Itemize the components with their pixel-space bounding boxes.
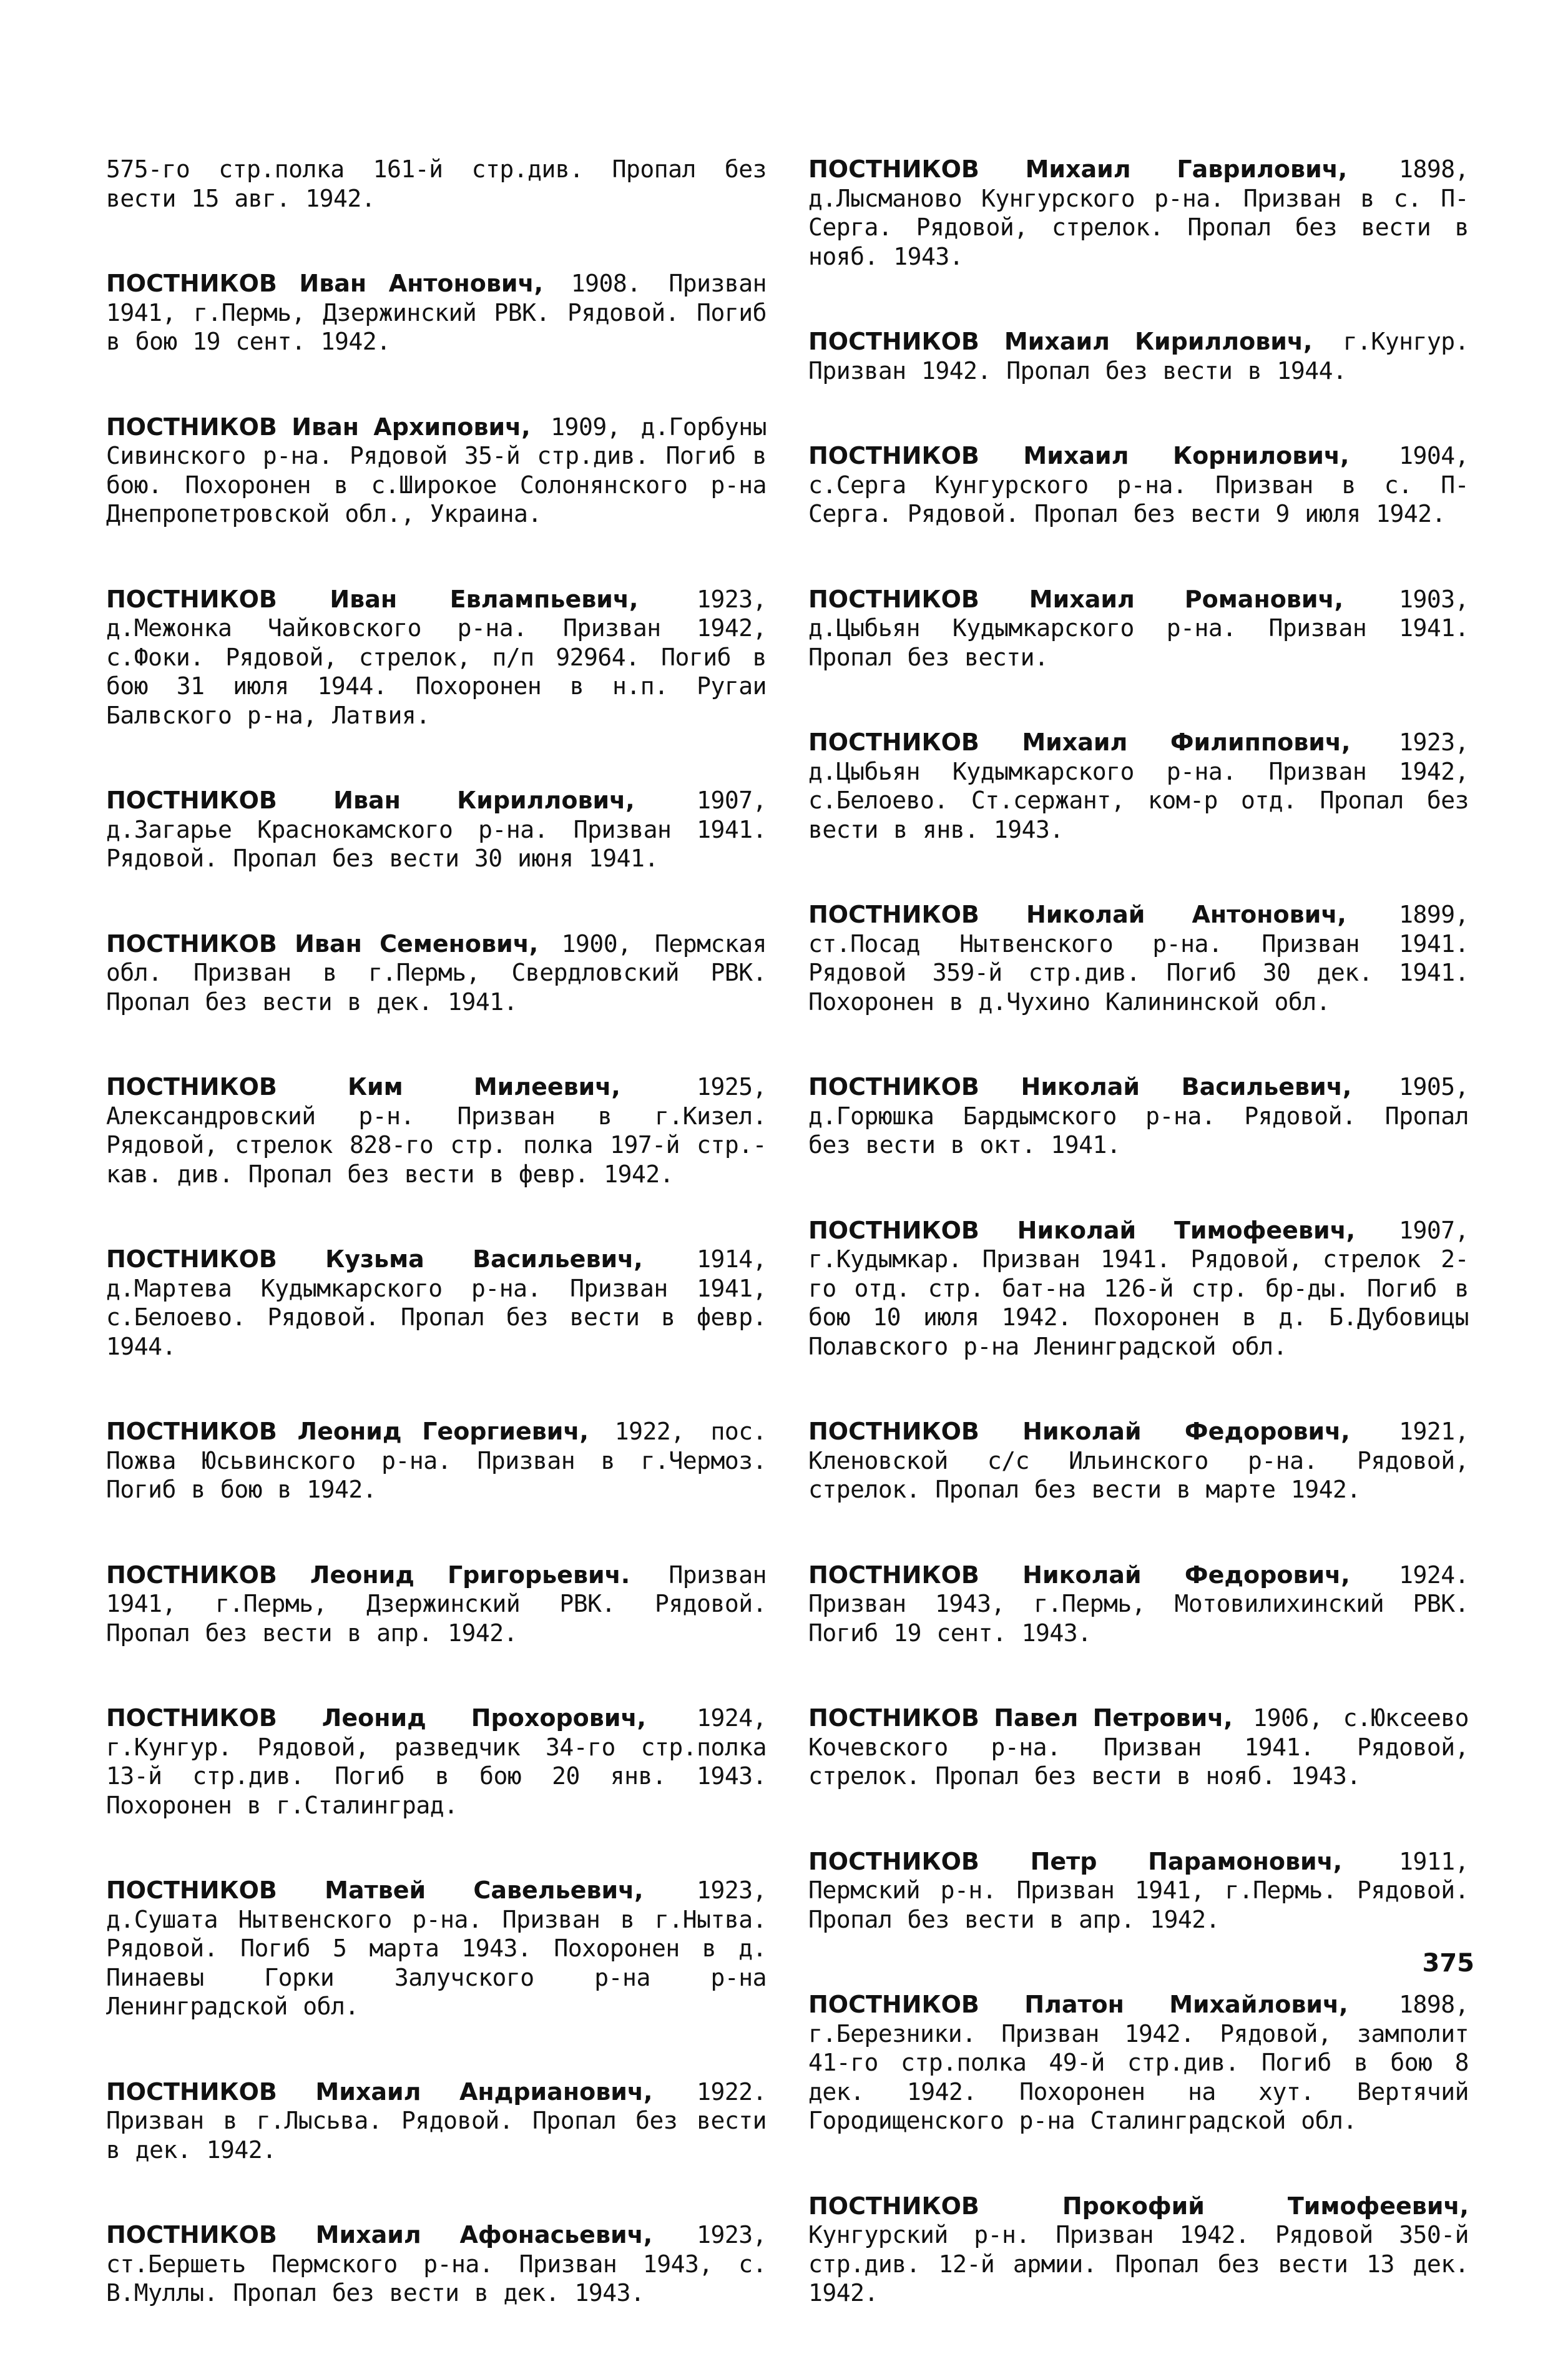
entry-text: 1908. Призван 1941, г.Пермь, Дзержинский РВК. Рядовой. Погиб в бою 19 сент. 1942.: [106, 270, 767, 355]
entry-text: 1898, г.Березники. Призван 1942. Рядовой, замполит 41-го стр.полка 49-й стр.див. Погиб в бою 8 дек. 1942. Похоронен на хут. Вертячий Городищенского р-на Сталинградской обл.: [808, 1991, 1469, 2134]
entry-name: ПОСТНИКОВ Михаил Андрианович,: [106, 2077, 653, 2106]
entry-text: 1922, пос. Пожва Юсьвинского р-на. Призван в г.Чермоз. Погиб в бою в 1942.: [106, 1418, 767, 1503]
entry-text: 1925, Александровский р-н. Призван в г.Кизел. Рядовой, стрелок 828-го стр. полка 197-й стр.-кав. див. Пропал без вести в февр. 1942.: [106, 1073, 767, 1188]
entry: [106, 585, 767, 730]
entry-text: 1907, д.Загарье Краснокамского р-на. Призван 1941. Рядовой. Пропал без вести 30 июня 1941.: [106, 787, 767, 872]
entry-name: ПОСТНИКОВ Прокофий Тимофеевич,: [808, 2192, 1469, 2220]
entry: [808, 1072, 1469, 1160]
entry-name: ПОСТНИКОВ Леонид Григорьевич.: [106, 1561, 630, 1589]
entry-text: 1921, Кленовской с/с Ильинского р-на. Рядовой, стрелок. Пропал без вести в марте 1942.: [808, 1418, 1469, 1503]
entry-text: 1924. Призван 1943, г.Пермь, Мотовилихинский РВК. Погиб 19 сент. 1943.: [808, 1561, 1469, 1647]
entry-text: 1909, д.Горбуны Сивинского р-на. Рядовой 35-й стр.див. Погиб в бою. Похоронен в с.Широкое Солонянского р-на Днепропетровской обл., Украина.: [106, 413, 767, 527]
entry: [106, 2077, 767, 2165]
entry: [808, 1561, 1469, 1648]
entry-text: 1905, д.Горюшка Бардымского р-на. Рядовой. Пропал без вести в окт. 1941.: [808, 1073, 1469, 1159]
entry-name: ПОСТНИКОВ Николай Васильевич,: [808, 1073, 1352, 1101]
entry-text: 1904, с.Серга Кунгурского р-на. Призван в с. П-Серга. Рядовой. Пропал без вести 9 июля 1942.: [808, 442, 1469, 527]
entry-text: Призван 1941, г.Пермь, Дзержинский РВК. Рядовой. Пропал без вести в апр. 1942.: [106, 1561, 767, 1647]
entry-name: ПОСТНИКОВ Ким Милеевич,: [106, 1073, 620, 1101]
entry-name: ПОСТНИКОВ Михаил Гаврилович,: [808, 155, 1348, 183]
entry-name: ПОСТНИКОВ Иван Архипович,: [106, 413, 531, 441]
entry: [106, 1072, 767, 1189]
entry: [808, 1847, 1469, 1935]
entry: [106, 2220, 767, 2308]
entry: [106, 155, 767, 213]
page-number: 375: [1422, 1949, 1474, 1978]
entry-name: ПОСТНИКОВ Леонид Прохорович,: [106, 1704, 646, 1732]
entry: [106, 269, 767, 356]
entry-name: ПОСТНИКОВ Николай Антонович,: [808, 901, 1346, 928]
entry: [808, 1417, 1469, 1504]
entry: [808, 2192, 1469, 2308]
entry: [808, 1216, 1469, 1361]
entry-name: ПОСТНИКОВ Петр Парамонович,: [808, 1847, 1343, 1875]
entry-text: 1900, Пермская обл. Призван в г.Пермь, Свердловский РВК. Пропал без вести в дек. 1941.: [106, 929, 767, 1016]
entry: [106, 1876, 767, 2021]
entry-name: ПОСТНИКОВ Николай Федорович,: [808, 1418, 1350, 1445]
entry-name: ПОСТНИКОВ Михаил Романович,: [808, 585, 1344, 613]
entry-text: 1923, ст.Бершеть Пермского р-на. Призван 1943, с. В.Муллы. Пропал без вести в дек. 1943.: [106, 2221, 767, 2307]
entry: [106, 786, 767, 873]
entry-text: 1898, д.Лысманово Кунгурского р-на. Призван в с. П-Серга. Рядовой, стрелок. Пропал без вести в нояб. 1943.: [808, 155, 1469, 270]
entry-name: ПОСТНИКОВ Кузьма Васильевич,: [106, 1245, 643, 1273]
entry: [106, 413, 767, 529]
entry-name: ПОСТНИКОВ Матвей Савельевич,: [106, 1876, 644, 1904]
entry-text: 1923, д.Цыбьян Кудымкарского р-на. Призван 1942, с.Белоево. Ст.сержант, ком-р отд. Пропал без вести в янв. 1943.: [808, 728, 1469, 843]
entry-text: 1906, с.Юксеево Кочевского р-на. Призван 1941. Рядовой, стрелок. Пропал без вести в нояб. 1943.: [808, 1704, 1469, 1790]
entry: [808, 728, 1469, 844]
entry-name: ПОСТНИКОВ Михаил Корнилович,: [808, 442, 1350, 469]
entry-text: Кунгурский р-н. Призван 1942. Рядовой 350-й стр.див. 12-й армии. Пропал без вести 13 дек. 1942.: [808, 2221, 1469, 2307]
right-column: [808, 155, 1469, 2364]
entry-name: ПОСТНИКОВ Николай Тимофеевич,: [808, 1216, 1356, 1244]
entry: [808, 327, 1469, 385]
entry-text: 1911, Пермский р-н. Призван 1941, г.Пермь. Рядовой. Пропал без вести в апр. 1942.: [808, 1847, 1469, 1933]
entry-text: 575-го стр.полка 161-й стр.див. Пропал без вести 15 авг. 1942.: [106, 155, 767, 212]
entry: [808, 441, 1469, 529]
entry-text: 1924, г.Кунгур. Рядовой, разведчик 34-го стр.полка 13-й стр.див. Погиб в бою 20 янв. 1943. Похоронен в г.Сталинград.: [106, 1704, 767, 1819]
entry-name: ПОСТНИКОВ Иван Семенович,: [106, 929, 539, 958]
entry: [808, 1990, 1469, 2136]
entry: [808, 900, 1469, 1016]
entry-text: 1923, д.Межонка Чайковского р-на. Призван 1942, с.Фоки. Рядовой, стрелок, п/п 92964. Погиб в бою 31 июля 1944. Похоронен в н.п. Ругаи Балвского р-на, Латвия.: [106, 585, 767, 729]
left-column: [106, 155, 767, 2364]
entry-text: 1899, ст.Посад Нытвенского р-на. Призван 1941. Рядовой 359-й стр.див. Погиб 30 дек. 1941. Похоронен в д.Чухино Калининской обл.: [808, 901, 1469, 1016]
entry-name: ПОСТНИКОВ Михаил Афонасьевич,: [106, 2221, 653, 2249]
entry-name: ПОСТНИКОВ Платон Михайлович,: [808, 1991, 1348, 2018]
entry-name: ПОСТНИКОВ Иван Кириллович,: [106, 787, 635, 814]
entry-text: 1923, д.Сушата Нытвенского р-на. Призван в г.Нытва. Рядовой. Погиб 5 марта 1943. Похоронен в д. Пинаевы Горки Залучского р-на р-на Ленинградской обл.: [106, 1876, 767, 2020]
entry-text: 1914, д.Мартева Кудымкарского р-на. Призван 1941, с.Белоево. Рядовой. Пропал без вести в февр. 1944.: [106, 1245, 767, 1360]
entry-name: ПОСТНИКОВ Михаил Филиппович,: [808, 728, 1351, 756]
entry-text: 1903, д.Цыбьян Кудымкарского р-на. Призван 1941. Пропал без вести.: [808, 585, 1469, 671]
entry-name: ПОСТНИКОВ Павел Петрович,: [808, 1704, 1233, 1732]
entry: [106, 1561, 767, 1648]
entry-name: ПОСТНИКОВ Леонид Георгиевич,: [106, 1418, 589, 1445]
entry-name: ПОСТНИКОВ Иван Антонович,: [106, 270, 544, 297]
entry: [808, 585, 1469, 672]
entry-text: 1907, г.Кудымкар. Призван 1941. Рядовой, стрелок 2-го отд. стр. бат-на 126-й стр. бр-ды. Погиб в бою 10 июля 1942. Похоронен в д. Б.Дубовицы Полавского р-на Ленинградской обл.: [808, 1216, 1469, 1360]
entry-name: ПОСТНИКОВ Михаил Кириллович,: [808, 328, 1313, 355]
entry: [106, 929, 767, 1017]
entry: [808, 1704, 1469, 1791]
entry: [106, 1704, 767, 1820]
entry: [808, 155, 1469, 271]
entry-text: г.Кунгур. Призван 1942. Пропал без вести в 1944.: [808, 328, 1469, 385]
entry-text: 1922. Призван в г.Лысьва. Рядовой. Пропал без вести в дек. 1942.: [106, 2077, 767, 2164]
entry-name: ПОСТНИКОВ Николай Федорович,: [808, 1561, 1350, 1589]
entry-name: ПОСТНИКОВ Иван Евлампьевич,: [106, 585, 639, 613]
entry: [106, 1245, 767, 1361]
entry: [106, 1417, 767, 1504]
